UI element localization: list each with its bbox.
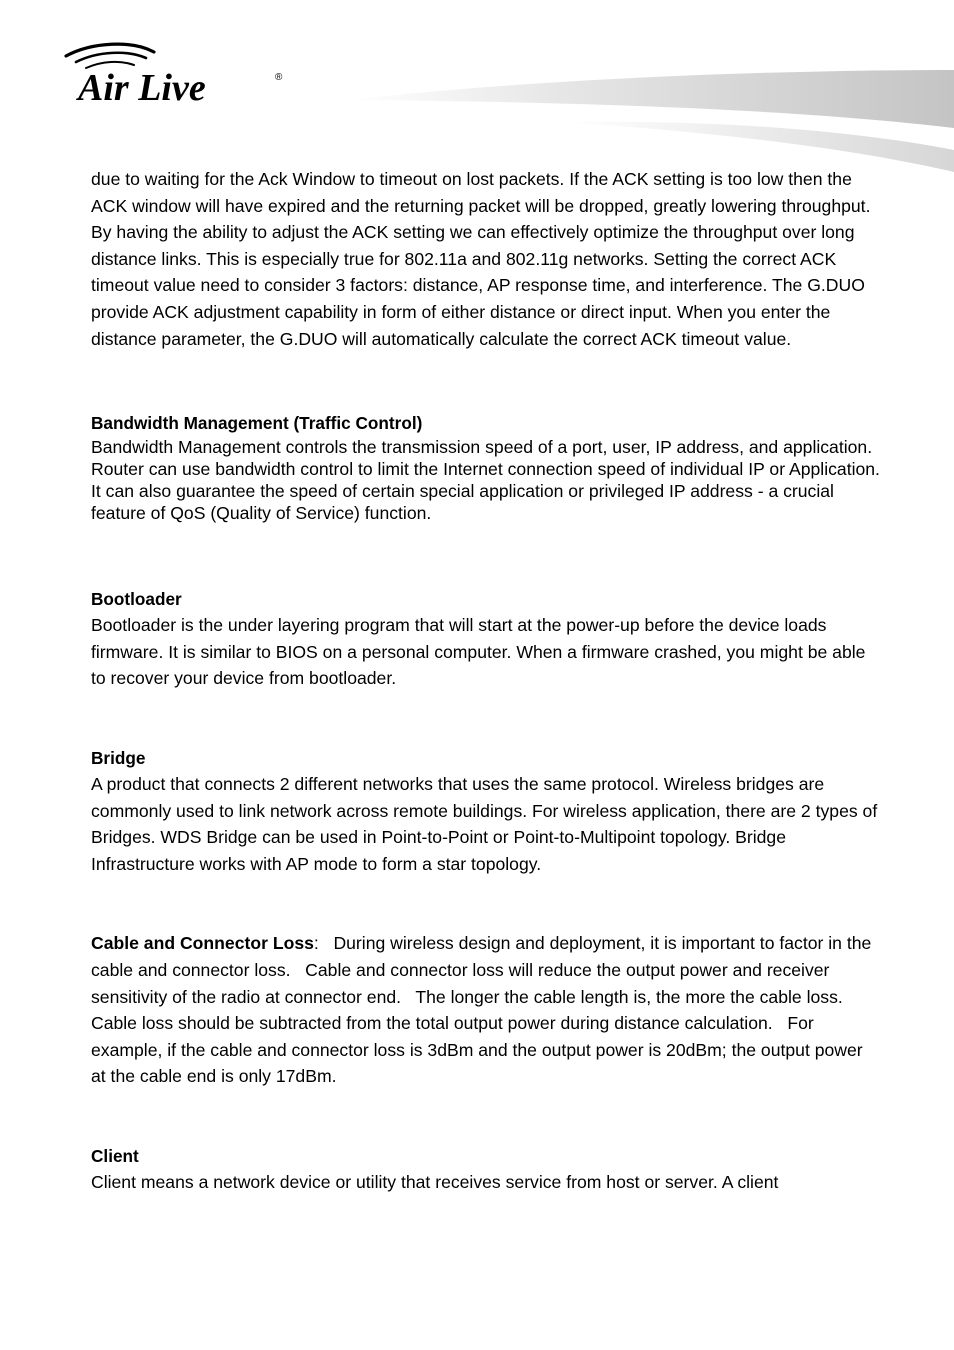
heading-separator: : xyxy=(313,933,319,954)
section-text: Bootloader is the under layering program that will start at the power-up before the device loads firmware. It is similar to BIOS on a personal computer. When a firmware crashed, you might be able to recover your device from bootloader. xyxy=(91,615,866,689)
section-client xyxy=(91,1143,881,1196)
section-text: Bandwidth Management controls the transmission speed of a port, user, IP address, and application. Router can use bandwidth control to limit the Internet connection speed of individual IP or Application. It can also guarantee the speed of certain special application or privileged IP address - a crucial feature of QoS (Quality of Service) function. xyxy=(91,437,880,524)
intro-paragraph: due to waiting for the Ack Window to timeout on lost packets. If the ACK setting is too low then the ACK window will have expired and the returning packet will be dropped, greatly lowering throughput. By having the ability to adjust the ACK setting we can effectively optimize the throughput over long distance links. This is especially true for 802.11a and 802.11g networks. Setting the correct ACK timeout value need to consider 3 factors: distance, AP response time, and interference. The G.DUO provide ACK adjustment capability in form of either distance or direct input. When you enter the distance parameter, the G.DUO will automatically calculate the correct ACK timeout value. xyxy=(91,169,871,349)
document-body xyxy=(91,166,881,1195)
section-bootloader xyxy=(91,586,881,692)
section-heading: Client xyxy=(91,1145,139,1166)
section-bridge xyxy=(91,745,881,877)
section-body: During wireless design and deployment, it is important to factor in the cable and connector loss. Cable and connector loss will reduce the output power and receiver sensitivity of the radio at connector end. The longer the cable length is, the more the cable loss. Cable loss should be subtracted from the total output power during distance calculation. For example, if the cable and connector loss is 3dBm and the output power is 20dBm; the output power at the cable end is only 17dBm. xyxy=(91,933,877,1087)
section-text: A product that connects 2 different networks that uses the same protocol. Wireless bridges are commonly used to link network across remote buildings. For wireless application, there are 2 types of Bridges. WDS Bridge can be used in Point-to-Point or Point-to-Multipoint topology. Bridge Infrastructure works with AP mode to form a star topology. xyxy=(91,773,878,874)
section-heading: Cable and Connector Loss xyxy=(91,933,314,954)
section-heading: Bridge xyxy=(91,747,146,768)
page-header xyxy=(0,0,954,180)
section-heading: Bootloader xyxy=(91,589,182,610)
section-cable-connector-loss xyxy=(91,930,881,1090)
section-text xyxy=(91,930,881,1090)
section-text: Client means a network device or utility that receives service from host or server. A client xyxy=(91,1171,779,1192)
svg-text:Air Live: Air Live xyxy=(78,67,206,109)
airlive-logo xyxy=(62,40,292,110)
svg-text:®: ® xyxy=(275,72,283,83)
section-heading: Bandwidth Management (Traffic Control) xyxy=(91,413,423,434)
section-bandwidth-management xyxy=(91,410,881,524)
